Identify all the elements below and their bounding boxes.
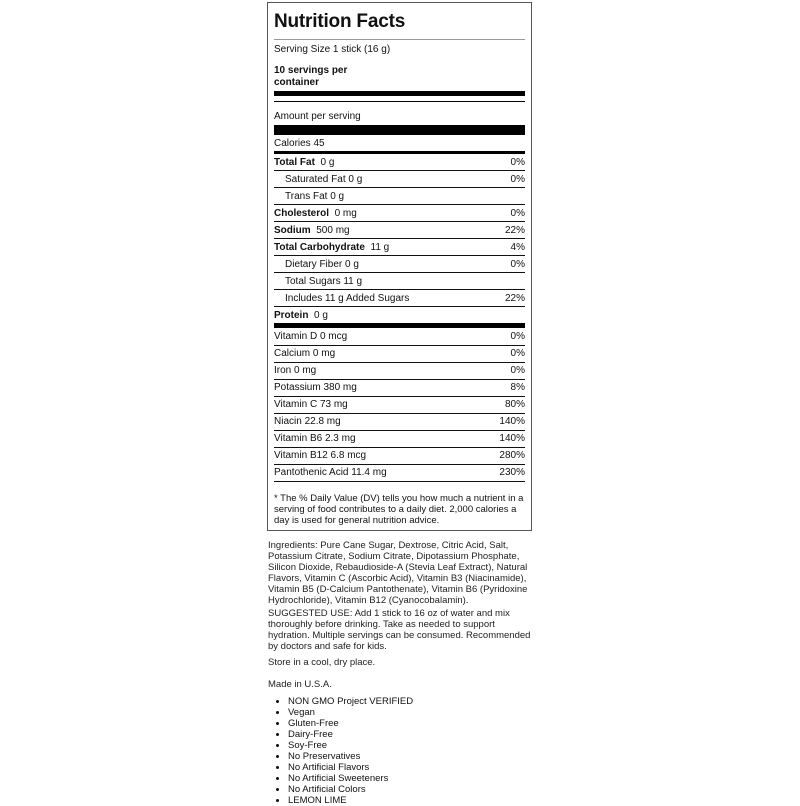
nutrient-label: Total Fat [274,157,315,168]
nutrient-label: Total Carbohydrate [274,242,365,253]
nutrient-row [274,273,525,290]
vitamin-name: Calcium 0 mg [274,348,336,359]
amount-per-serving: Amount per serving [274,111,361,122]
attribute-item: • No Artificial Colors [288,784,413,795]
nutrient-name [285,290,409,307]
ingredients-text: Ingredients: Pure Cane Sugar, Dextrose, Citric Acid, Salt, Potassium Citrate, Sodium Citrate, Dipotassium Phosphate, Silicon Dioxide, Rebaudioside-A (Stevia Leaf Extract), Natural Flavors, Vitamin C (Ascorbic Acid), Vitamin B3 (Niacinamide), Vitamin B5 (D-Calcium Pantothenate), Vitamin B6 (Pyridoxine Hydrochloride), Vitamin B12 (Cyanocobalamin). [268,540,528,606]
thick-divider [274,125,525,135]
nutrient-amount: 11 g [370,242,390,253]
nutrient-daily-value: 0% [510,208,525,219]
vitamin-name: Vitamin C 73 mg [274,399,348,410]
nutrient-amount: 0 g [320,157,335,168]
nutrient-amount: 0 mg [334,208,357,219]
nutrient-amount: 0 g [314,310,328,321]
vitamin-row [274,329,525,346]
nutrient-name [285,273,362,290]
attribute-item: • No Artificial Sweeteners [288,773,413,784]
vitamin-row [274,431,525,448]
vitamin-name: Pantothenic Acid 11.4 mg [274,467,387,478]
nutrient-name [274,222,350,239]
vitamin-row [274,397,525,414]
nutrient-row [274,222,525,239]
nutrient-daily-value: 22% [504,293,525,304]
serving-size: Serving Size 1 stick (16 g) [274,44,391,55]
attribute-item: • LEMON LIME [288,795,413,806]
vitamin-daily-value: 0% [510,331,525,342]
nutrient-row [274,205,525,222]
nutrient-label: Saturated Fat 0 g [285,174,363,185]
nutrient-label: Sodium [274,225,311,236]
nutrient-label: Dietary Fiber 0 g [285,259,359,270]
divider [274,39,525,40]
nutrient-name [285,188,344,205]
nutrient-name [274,154,334,171]
nutrient-label: Trans Fat 0 g [285,191,345,202]
vitamin-daily-value: 230% [499,467,525,478]
nutrient-row [274,290,525,307]
nutrient-name [274,239,389,256]
nutrient-row [274,154,525,171]
vitamin-row [274,448,525,465]
nutrient-row [274,256,525,273]
nutrient-name [285,256,359,273]
thick-divider [274,91,525,96]
nutrient-daily-value: 0% [510,174,525,185]
nutrient-daily-value: 22% [504,225,525,236]
nutrition-facts-panel [267,2,532,531]
nutrition-title: Nutrition Facts [274,11,406,32]
vitamin-daily-value: 0% [510,365,525,376]
vitamin-daily-value: 140% [499,416,525,427]
servings-per-container: 10 servings per container [274,65,348,88]
vitamin-row [274,346,525,363]
nutrient-label: Total Sugars 11 g [285,276,363,287]
vitamin-rows [274,329,525,482]
storage-text: Store in a cool, dry place. [268,657,376,668]
nutrient-daily-value: 0% [510,157,525,168]
vitamin-name: Iron 0 mg [274,365,317,376]
vitamin-daily-value: 80% [504,399,525,410]
vitamin-daily-value: 140% [499,433,525,444]
nutrient-row [274,307,525,328]
vitamin-daily-value: 8% [510,382,525,393]
product-attributes-list [268,696,413,806]
vitamin-row [274,363,525,380]
vitamin-daily-value: 280% [499,450,525,461]
nutrient-label: Protein [274,310,309,321]
nutrient-daily-value: 4% [510,242,525,253]
nutrient-name [274,205,357,222]
vitamin-name: Potassium 380 mg [274,382,357,393]
nutrient-rows [274,154,525,328]
daily-value-footnote: * The % Daily Value (DV) tells you how much a nutrient in a serving of food contributes to a daily diet. 2,000 calories a day is used for general nutrition advice. [274,493,524,526]
attribute-item: • Vegan [288,707,413,718]
vitamin-row [274,465,525,482]
nutrient-label: Includes 11 g Added Sugars [285,293,410,304]
attribute-item: • NON GMO Project VERIFIED [288,696,413,707]
nutrient-name [274,307,328,324]
origin-text: Made in U.S.A. [268,679,332,690]
attribute-item: • No Artificial Flavors [288,762,413,773]
vitamin-name: Vitamin B6 2.3 mg [274,433,356,444]
divider [274,101,525,102]
vitamin-name: Vitamin D 0 mcg [274,331,348,342]
vitamin-daily-value: 0% [510,348,525,359]
nutrient-row [274,188,525,205]
nutrient-name [285,171,362,188]
vitamin-row [274,414,525,431]
vitamin-name: Niacin 22.8 mg [274,416,341,427]
vitamin-row [274,380,525,397]
nutrient-row [274,171,525,188]
attribute-item: • Soy-Free [288,740,413,751]
attribute-item: • No Preservatives [288,751,413,762]
nutrient-amount: 500 mg [316,225,350,236]
calories: Calories 45 [274,138,325,149]
nutrient-row [274,239,525,256]
attribute-item: • Dairy-Free [288,729,413,740]
suggested-use-text: SUGGESTED USE: Add 1 stick to 16 oz of water and mix thoroughly before drinking. Take as needed to support hydration. Multiple servings can be consumed. Recommended by doctors and safe for kids. [268,608,531,652]
nutrient-label: Cholesterol [274,208,330,219]
vitamin-name: Vitamin B12 6.8 mcg [274,450,367,461]
attribute-item: • Gluten-Free [288,718,413,729]
nutrient-daily-value: 0% [510,259,525,270]
